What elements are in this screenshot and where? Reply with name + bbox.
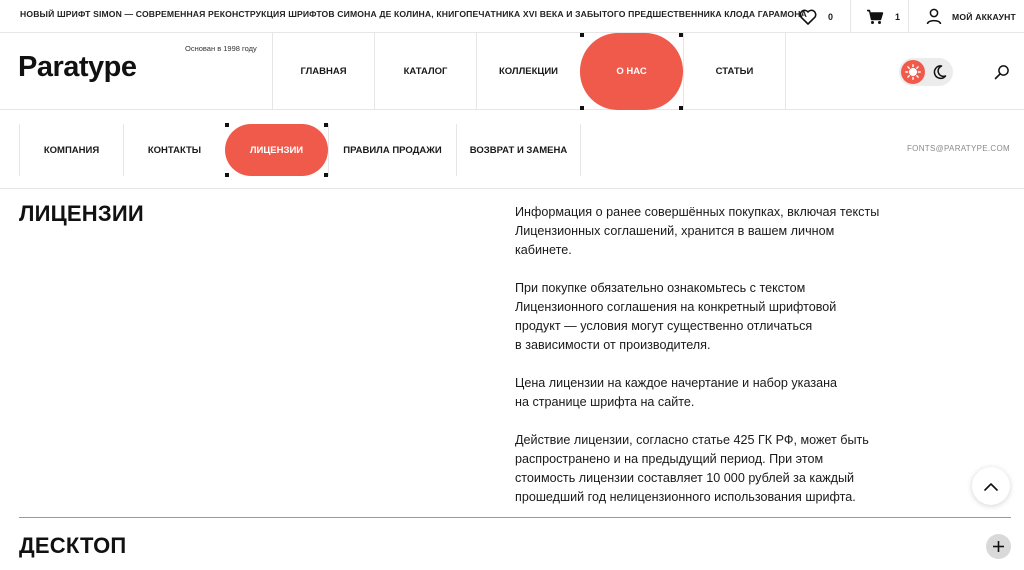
text-line: на странице шрифта на сайте. bbox=[515, 395, 695, 409]
nav-collections[interactable]: КОЛЛЕКЦИИ bbox=[476, 33, 580, 110]
text-line: распространено и на предыдущий период. При этом bbox=[515, 452, 824, 466]
subnav-company[interactable]: КОМПАНИЯ bbox=[19, 124, 123, 176]
nav-about-active[interactable] bbox=[580, 33, 683, 110]
contact-email-link[interactable]: FONTS@PARATYPE.COM bbox=[906, 144, 1010, 153]
search-icon bbox=[994, 64, 1010, 80]
favorites-count: 0 bbox=[828, 11, 834, 22]
nav-about-pill: О НАС bbox=[580, 33, 683, 110]
text-line: Цена лицензии на каждое начертание и набор указана bbox=[515, 376, 838, 390]
account-label: МОЙ АККАУНТ bbox=[952, 11, 1016, 22]
subnav-contacts[interactable]: КОНТАКТЫ bbox=[123, 124, 225, 176]
section-title-desktop[interactable]: ДЕСКТОП bbox=[19, 533, 127, 558]
scroll-to-top-button[interactable] bbox=[972, 467, 1010, 505]
sun-icon[interactable] bbox=[901, 60, 925, 84]
cart-icon bbox=[865, 7, 885, 27]
text-line: продукт — условия могут существенно отличаться bbox=[515, 319, 813, 333]
chevron-up-icon bbox=[984, 482, 998, 491]
text-line: Действие лицензии, согласно статье 425 ГК РФ, может быть bbox=[515, 433, 869, 447]
moon-icon[interactable] bbox=[927, 60, 951, 84]
nav-home[interactable]: ГЛАВНАЯ bbox=[272, 33, 374, 110]
subnav-licenses-pill: ЛИЦЕНЗИИ bbox=[225, 124, 328, 176]
user-icon bbox=[924, 7, 944, 27]
search-button[interactable] bbox=[992, 62, 1012, 82]
selection-corner bbox=[225, 173, 229, 177]
page-title: ЛИЦЕНЗИИ bbox=[19, 201, 144, 226]
subnav-sale-rules[interactable]: ПРАВИЛА ПРОДАЖИ bbox=[328, 124, 456, 176]
plus-icon bbox=[992, 540, 1005, 553]
text-line: прошедший год нелицензионного использования шрифта. bbox=[515, 490, 856, 504]
paragraph bbox=[515, 431, 925, 507]
text-line: При покупке обязательно ознакомьтесь с текстом bbox=[515, 281, 806, 295]
text-line: стоимость лицензии составляет 10 000 рублей за каждый bbox=[515, 471, 855, 485]
selection-corner bbox=[225, 123, 229, 127]
nav-articles[interactable]: СТАТЬИ bbox=[683, 33, 786, 110]
section-divider bbox=[19, 517, 1011, 518]
paragraph bbox=[515, 203, 925, 260]
expand-section-button[interactable] bbox=[986, 534, 1011, 559]
account-button[interactable] bbox=[908, 0, 1024, 33]
theme-toggle[interactable] bbox=[899, 58, 953, 86]
paragraph bbox=[515, 279, 925, 355]
text-line: Информация о ранее совершённых покупках, включая тексты bbox=[515, 205, 880, 219]
selection-corner bbox=[580, 33, 584, 37]
licenses-text bbox=[515, 203, 925, 526]
nav-catalog[interactable]: КАТАЛОГ bbox=[374, 33, 476, 110]
subnav-licenses-active[interactable] bbox=[225, 124, 328, 176]
logo[interactable]: Paratype bbox=[18, 51, 137, 83]
announcement-bar bbox=[0, 0, 1024, 33]
favorites-button[interactable] bbox=[784, 0, 850, 33]
text-line: в зависимости от производителя. bbox=[515, 338, 711, 352]
about-subnav bbox=[0, 110, 1024, 189]
cart-count: 1 bbox=[895, 11, 901, 22]
text-line: кабинете. bbox=[515, 243, 572, 257]
cart-button[interactable] bbox=[850, 0, 908, 33]
founded-caption: Основан в 1998 году bbox=[185, 44, 257, 53]
subnav-returns[interactable]: ВОЗВРАТ И ЗАМЕНА bbox=[456, 124, 581, 176]
main-header bbox=[0, 33, 1024, 110]
heart-icon bbox=[798, 7, 818, 27]
paragraph bbox=[515, 374, 925, 412]
announcement-text[interactable]: НОВЫЙ ШРИФТ SIMON — СОВРЕМЕННАЯ РЕКОНСТРУКЦИЯ ШРИФТОВ СИМОНА ДЕ КОЛИНА, КНИГОПЕЧАТНИКА XVI ВЕКА И ЗАБЫТОГО ПРЕДШЕСТВЕННИКА КЛОДА ГАРАМОНА bbox=[20, 9, 807, 19]
text-line: Лицензионного соглашения на конкретный шрифтовой bbox=[515, 300, 837, 314]
text-line: Лицензионных соглашений, хранится в вашем личном bbox=[515, 224, 835, 238]
